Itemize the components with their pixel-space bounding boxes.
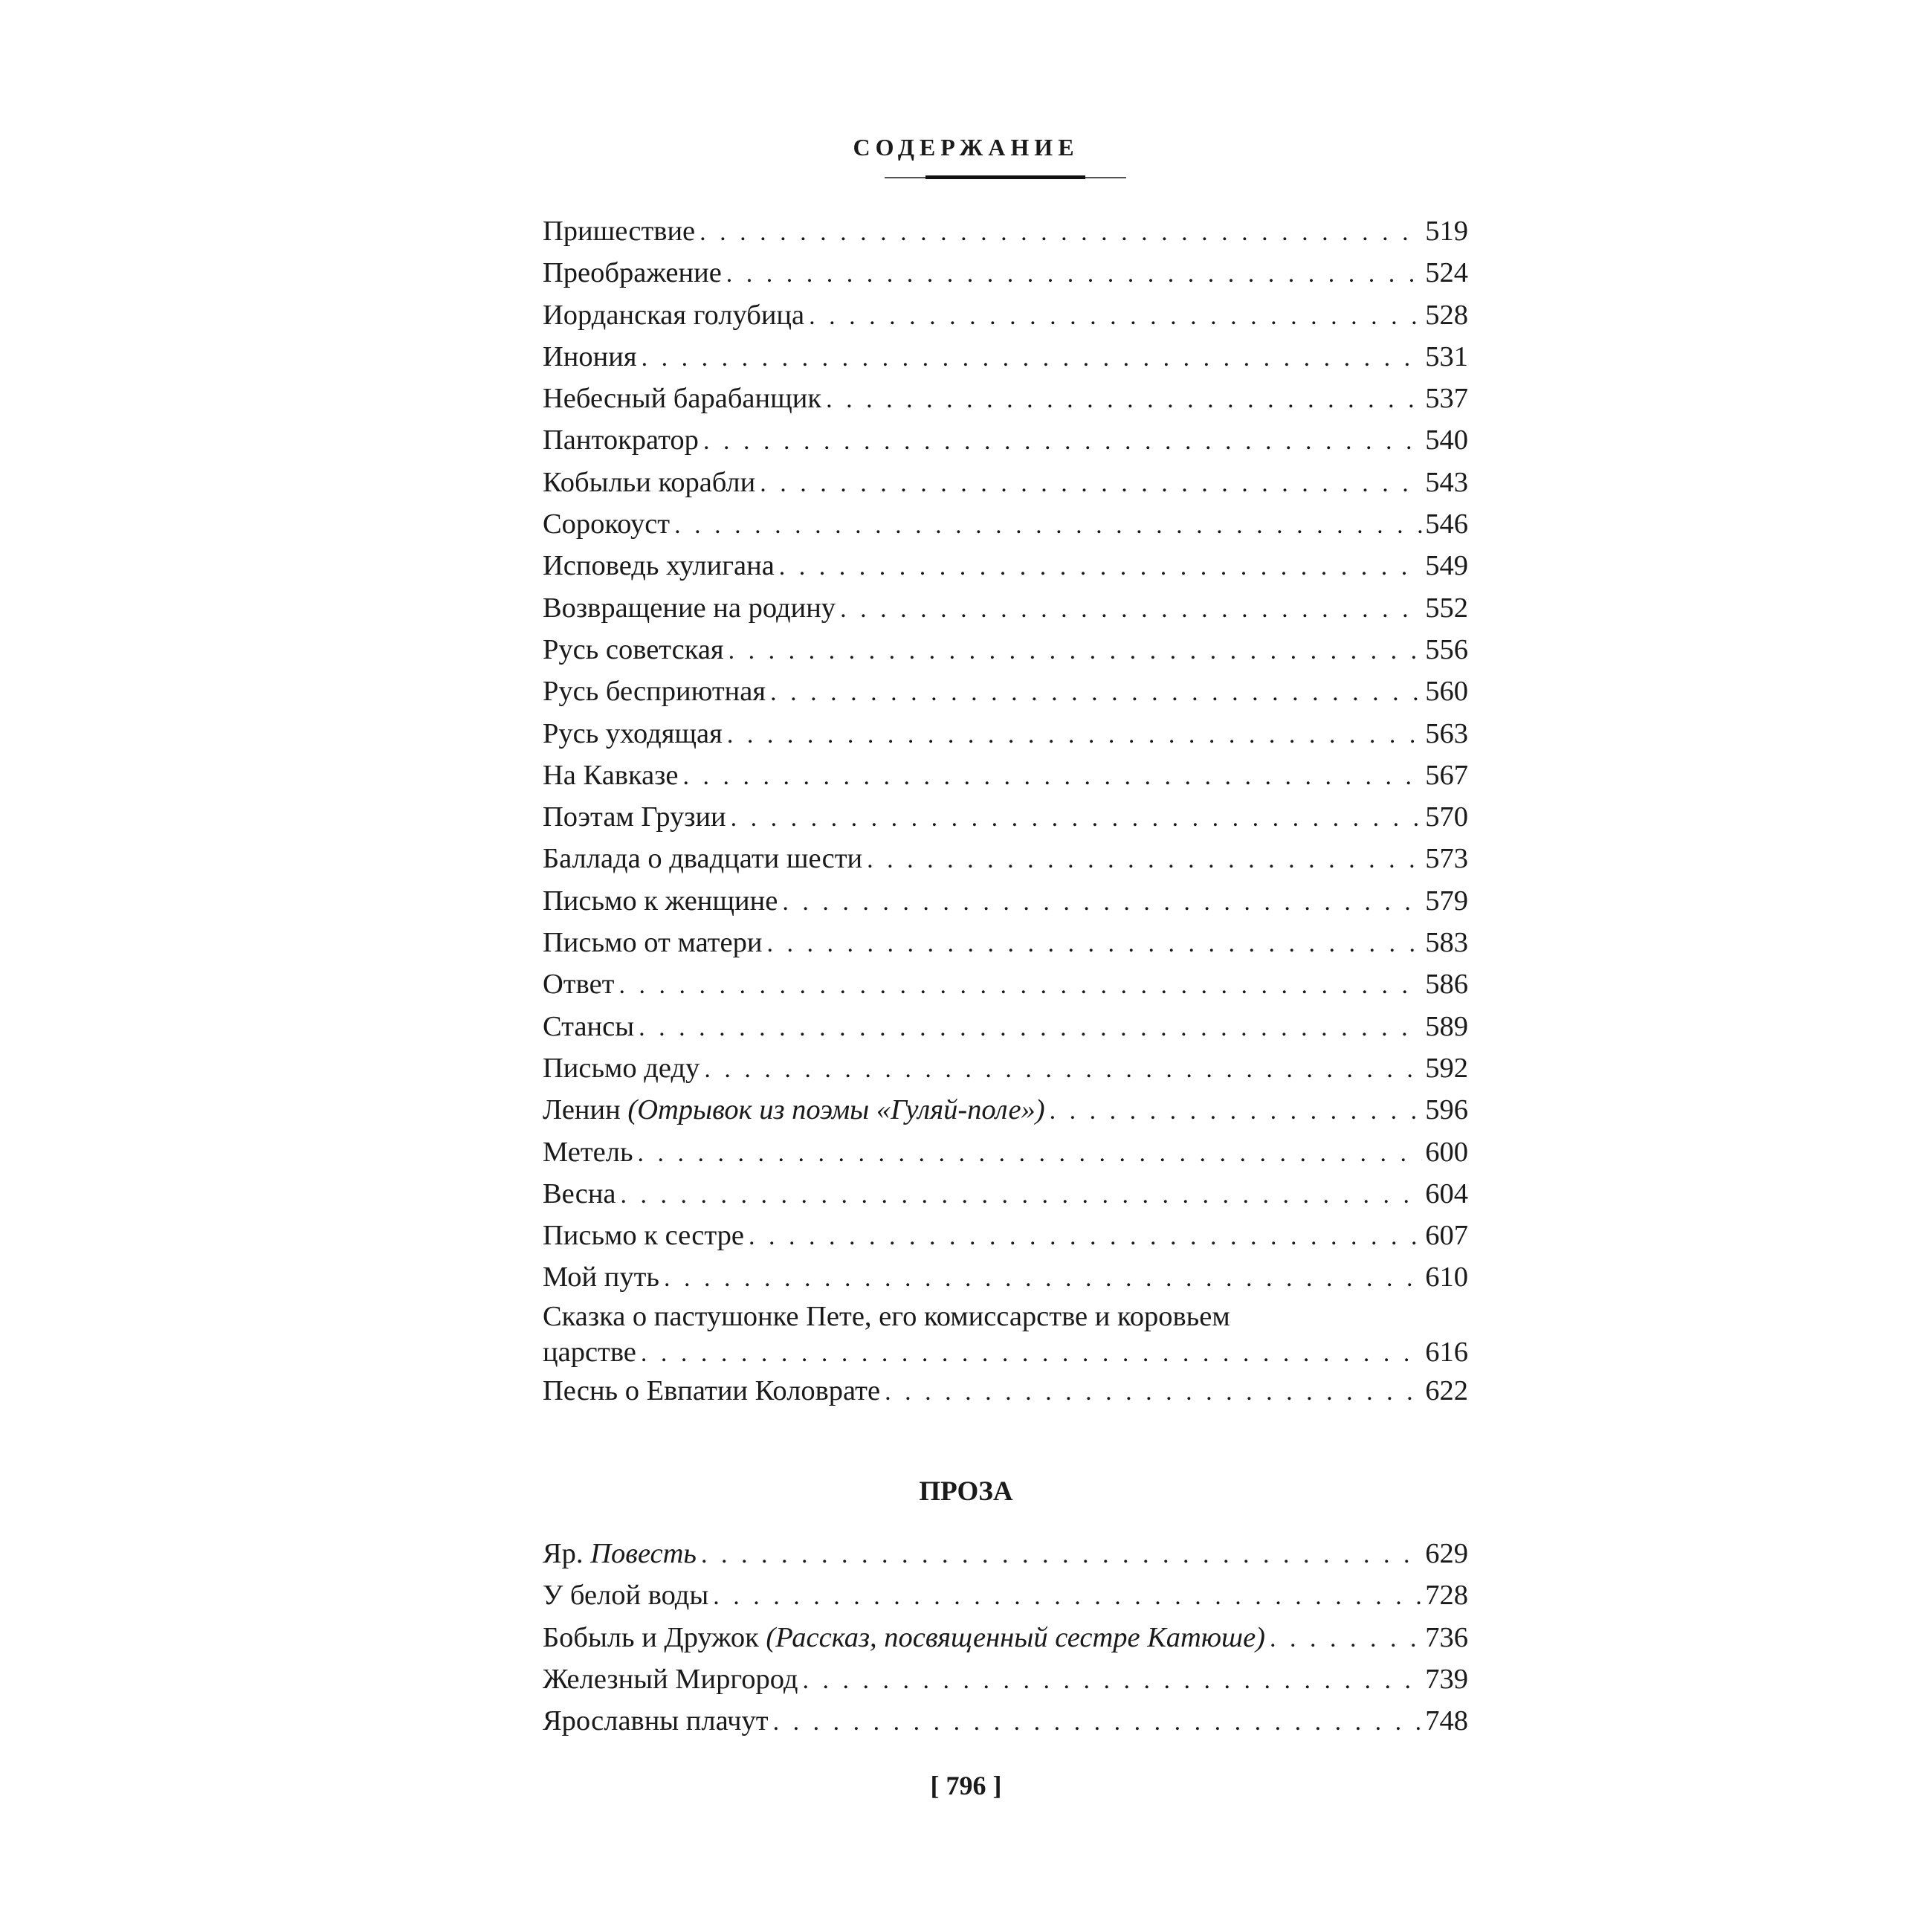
toc-entry	[543, 336, 1468, 378]
toc-entry	[543, 1006, 1468, 1047]
dot-leader	[779, 546, 1422, 587]
toc-entry	[543, 755, 1468, 796]
toc-entry-title: Мой путь	[543, 1261, 659, 1293]
toc-entry	[543, 1089, 1468, 1131]
toc-entry	[543, 1256, 1468, 1298]
toc-entry-page: 537	[1425, 383, 1468, 415]
toc-entry-page: 629	[1425, 1538, 1468, 1569]
dot-leader	[885, 1372, 1422, 1412]
toc-entry-title: Иорданская голубица	[543, 299, 805, 331]
toc-entry	[543, 462, 1468, 503]
dot-leader	[728, 630, 1423, 671]
toc-entry	[543, 1700, 1468, 1742]
dot-leader	[682, 756, 1422, 796]
toc-entry-page: 549	[1425, 550, 1468, 582]
page-folio: [ 796 ]	[930, 1771, 1002, 1800]
dot-leader	[1270, 1618, 1422, 1658]
dot-leader	[770, 672, 1422, 712]
toc-entry-title: Песнь о Евпатии Коловрате	[543, 1374, 881, 1406]
toc-entry-page: 519	[1425, 216, 1468, 247]
toc-entry-title: Письмо к сестре	[543, 1220, 744, 1252]
toc-entry	[543, 880, 1468, 922]
toc-entry-page: 610	[1425, 1261, 1468, 1293]
toc-entry-title: Кобыльи корабли	[543, 466, 756, 498]
toc-entry-title: Железный Миргород	[543, 1663, 798, 1695]
toc-entry-page: 570	[1425, 801, 1468, 833]
toc-entry-page: 573	[1425, 843, 1468, 875]
dot-leader	[782, 882, 1422, 922]
toc-entry-title: Письмо от матери	[543, 927, 763, 959]
dot-leader	[802, 1660, 1422, 1700]
toc-entry-title: Исповедь хулигана	[543, 550, 775, 582]
dot-leader	[703, 421, 1422, 461]
dot-leader	[713, 1576, 1422, 1616]
toc-entry-page: 524	[1425, 257, 1468, 289]
toc-list	[543, 210, 1468, 1412]
dot-leader	[766, 923, 1422, 963]
toc-entry-title: Русь советская	[543, 633, 724, 665]
toc-entry-page: 596	[1425, 1094, 1468, 1126]
prose-toc-list	[543, 1533, 1468, 1742]
dot-leader	[826, 379, 1422, 419]
toc-entry-page: 622	[1425, 1374, 1468, 1406]
toc-entry-title: Преображение	[543, 257, 722, 289]
toc-entry-page: 567	[1425, 759, 1468, 791]
toc-entry-title: На Кавказе	[543, 759, 679, 791]
toc-entry-subtitle: (Рассказ, посвященный сестре Катюше)	[766, 1621, 1265, 1653]
toc-entry-line2	[543, 1334, 1468, 1370]
toc-entry	[543, 1215, 1468, 1256]
toc-entry-title: Метель	[543, 1136, 633, 1168]
toc-entry	[543, 294, 1468, 336]
toc-entry-subtitle: (Отрывок из поэмы «Гуляй-поле»)	[627, 1094, 1045, 1126]
toc-entry-page: 728	[1425, 1580, 1468, 1612]
toc-entry-title: Поэтам Грузии	[543, 801, 726, 833]
toc-entry	[543, 503, 1468, 545]
dot-leader	[701, 1534, 1422, 1574]
dot-leader	[727, 714, 1422, 755]
toc-entry	[543, 1617, 1468, 1658]
dot-leader	[809, 296, 1422, 336]
toc-entry	[543, 419, 1468, 461]
toc-entry-title-line2: царстве	[543, 1336, 636, 1368]
dot-leader	[760, 463, 1422, 503]
toc-entry-title: Весна	[543, 1177, 616, 1209]
toc-entry	[543, 1047, 1468, 1089]
dot-leader	[674, 505, 1422, 545]
toc-entry	[543, 545, 1468, 587]
toc-entry-title: Баллада о двадцати шести	[543, 843, 863, 875]
toc-entry-page: 583	[1425, 927, 1468, 959]
toc-entry	[543, 378, 1468, 419]
toc-entry	[543, 1574, 1468, 1616]
dot-leader	[619, 965, 1423, 1005]
toc-entry-page: 560	[1425, 676, 1468, 708]
running-head: СОДЕРЖАНИЕ	[853, 134, 1079, 161]
dot-leader	[1050, 1091, 1423, 1131]
toc-entry-title	[543, 1089, 1050, 1131]
dot-leader	[840, 589, 1422, 629]
toc-entry	[543, 587, 1468, 629]
toc-entry-subtitle: Повесть	[590, 1538, 697, 1569]
section-heading-prose: ПРОЗА	[919, 1476, 1013, 1507]
toc-entry-title: Стансы	[543, 1010, 635, 1042]
toc-entry-title: Инония	[543, 340, 637, 372]
toc-entry-title: Письмо деду	[543, 1052, 700, 1084]
toc-entry	[543, 1533, 1468, 1574]
toc-entry-title: Письмо к женщине	[543, 885, 778, 917]
toc-entry-title: Пантократор	[543, 424, 699, 456]
toc-entry-page: 563	[1425, 717, 1468, 749]
toc-entry-title: Русь бесприютная	[543, 676, 766, 708]
toc-entry-page: 546	[1425, 508, 1468, 540]
toc-entry-title: Сорокоуст	[543, 508, 671, 540]
toc-entry-title	[543, 1533, 701, 1574]
header-rule-accent	[925, 175, 1085, 179]
toc-entry-title: Пришествие	[543, 216, 696, 247]
dot-leader	[700, 212, 1422, 252]
toc-entry	[543, 629, 1468, 671]
toc-entry-page: 552	[1425, 592, 1468, 624]
dot-leader	[704, 1049, 1422, 1089]
toc-entry-page: 616	[1425, 1336, 1468, 1368]
dot-leader	[726, 253, 1422, 294]
toc-entry-page: 528	[1425, 299, 1468, 331]
toc-entry-page: 589	[1425, 1010, 1468, 1042]
toc-entry	[543, 796, 1468, 838]
toc-entry	[543, 671, 1468, 712]
toc-entry-title	[543, 1617, 1270, 1658]
toc-entry-page: 607	[1425, 1220, 1468, 1252]
toc-entry	[543, 713, 1468, 755]
dot-leader	[773, 1702, 1423, 1742]
dot-leader	[621, 1175, 1423, 1215]
toc-entry-title: Возвращение на родину	[543, 592, 836, 624]
toc-entry-title: Ответ	[543, 969, 615, 1001]
toc-entry-page: 540	[1425, 424, 1468, 456]
toc-entry	[543, 1131, 1468, 1173]
toc-entry-page: 736	[1425, 1621, 1468, 1653]
dot-leader	[867, 839, 1422, 879]
dot-leader	[639, 1007, 1422, 1047]
toc-entry-title-main: Яр.	[543, 1538, 584, 1569]
toc-entry	[543, 1370, 1468, 1412]
dot-leader	[638, 1133, 1423, 1173]
dot-leader	[749, 1216, 1422, 1256]
toc-entry-page: 586	[1425, 969, 1468, 1001]
toc-entry-title-main: Бобыль и Дружок	[543, 1621, 759, 1653]
toc-entry-title-line1: Сказка о пастушонке Пете, его комиссарстве и коровьем	[543, 1300, 1230, 1332]
toc-entry-page: 543	[1425, 466, 1468, 498]
toc-entry-page: 748	[1425, 1705, 1468, 1737]
toc-entry	[543, 1299, 1468, 1370]
page-number: 796	[946, 1771, 986, 1800]
toc-entry-title: Русь уходящая	[543, 717, 723, 749]
toc-entry-page: 600	[1425, 1136, 1468, 1168]
toc-entry	[543, 838, 1468, 879]
dot-leader	[731, 798, 1423, 838]
toc-entry	[543, 1658, 1468, 1700]
toc-entry-title: Ярославны плачут	[543, 1705, 769, 1737]
toc-entry	[543, 1173, 1468, 1215]
toc-entry-page: 531	[1425, 340, 1468, 372]
toc-entry-title: У белой воды	[543, 1580, 709, 1612]
dot-leader	[641, 1336, 1422, 1370]
toc-entry	[543, 963, 1468, 1005]
toc-entry	[543, 210, 1468, 252]
toc-entry-title: Небесный барабанщик	[543, 383, 822, 415]
toc-entry	[543, 252, 1468, 294]
toc-entry-title-main: Ленин	[543, 1094, 621, 1126]
toc-entry-page: 579	[1425, 885, 1468, 917]
toc-entry-page: 592	[1425, 1052, 1468, 1084]
toc-entry-page: 556	[1425, 633, 1468, 665]
toc-entry-page: 739	[1425, 1663, 1468, 1695]
dot-leader	[642, 337, 1423, 378]
dot-leader	[664, 1258, 1422, 1298]
toc-entry-page: 604	[1425, 1177, 1468, 1209]
toc-entry	[543, 922, 1468, 963]
